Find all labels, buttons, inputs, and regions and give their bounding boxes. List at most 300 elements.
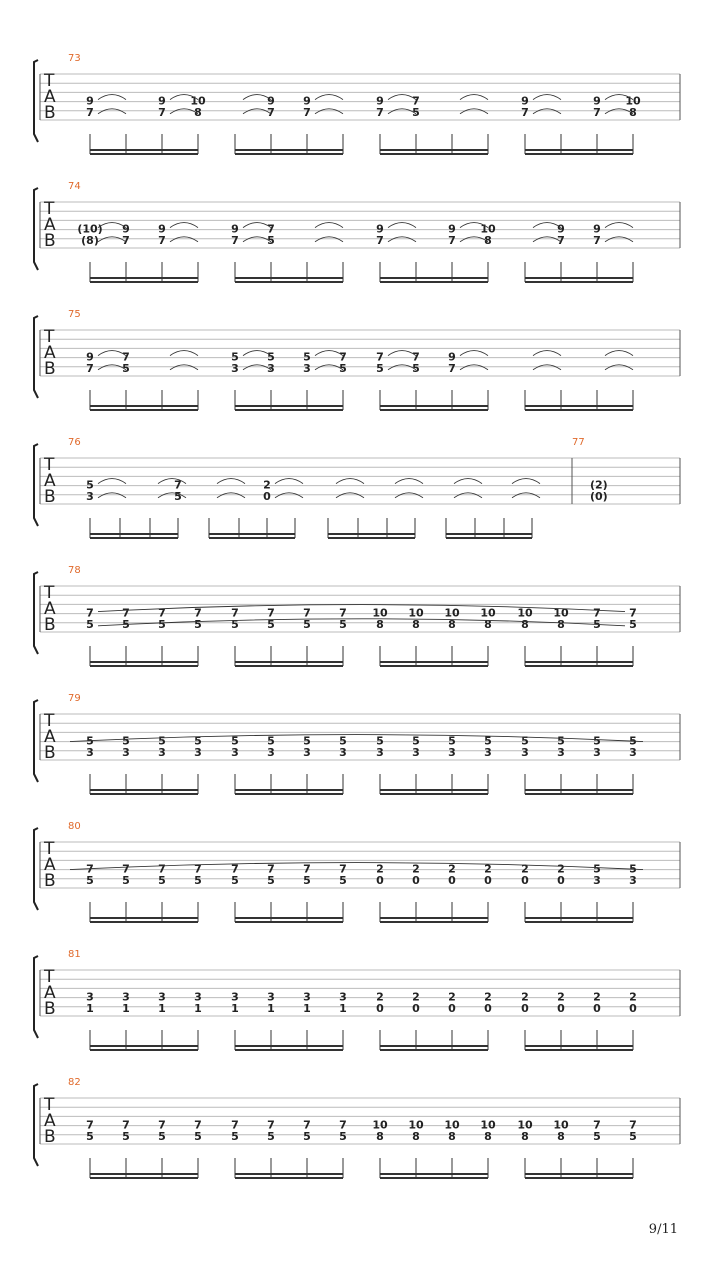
- fret-number: 8: [376, 1129, 384, 1143]
- fret-number: 5: [339, 617, 347, 631]
- fret-number: 7: [521, 105, 529, 119]
- fret-number: 0: [557, 1001, 565, 1015]
- fret-number: 2: [376, 990, 384, 1004]
- fret-number: 8: [629, 105, 637, 119]
- fret-number: (2): [590, 478, 608, 492]
- fret-number: 7: [122, 606, 130, 620]
- fret-number: 7: [267, 105, 275, 119]
- fret-number: 7: [122, 233, 130, 247]
- fret-number: 7: [593, 105, 601, 119]
- tab-letter: T: [44, 1095, 55, 1115]
- fret-number: 7: [629, 1118, 637, 1132]
- measure-number: 74: [68, 181, 81, 192]
- slur: [512, 479, 540, 484]
- tab-system: [34, 309, 680, 410]
- fret-number: 5: [339, 734, 347, 748]
- fret-number: (10): [77, 222, 103, 236]
- fret-number: 5: [267, 1129, 275, 1143]
- fret-number: 3: [158, 990, 166, 1004]
- measure-number: 75: [68, 309, 81, 320]
- fret-number: 5: [303, 734, 311, 748]
- fret-number: 7: [267, 606, 275, 620]
- fret-number: 10: [517, 1118, 533, 1132]
- fret-number: 5: [267, 873, 275, 887]
- slur: [315, 223, 343, 228]
- tab-system: [34, 821, 680, 922]
- fret-number: 0: [521, 1001, 529, 1015]
- fret-number: 7: [593, 606, 601, 620]
- fret-number: 5: [339, 873, 347, 887]
- fret-number: 7: [593, 233, 601, 247]
- fret-number: 7: [158, 606, 166, 620]
- fret-number: 7: [86, 862, 94, 876]
- fret-number: 7: [303, 105, 311, 119]
- tab-letter: T: [44, 455, 55, 475]
- slur: [395, 479, 423, 484]
- fret-number: 3: [629, 745, 637, 759]
- fret-number: 5: [267, 350, 275, 364]
- slur: [388, 223, 416, 228]
- fret-number: 5: [267, 617, 275, 631]
- fret-number: 7: [231, 233, 239, 247]
- tab-letter: B: [44, 1127, 56, 1147]
- tab-letter: A: [44, 87, 56, 107]
- fret-number: 8: [484, 1129, 492, 1143]
- tab-system: [34, 437, 680, 538]
- fret-number: 5: [593, 617, 601, 631]
- fret-number: 2: [448, 862, 456, 876]
- system-bracket: [34, 572, 38, 654]
- fret-number: 5: [174, 489, 182, 503]
- fret-number: 9: [593, 222, 601, 236]
- fret-number: 7: [593, 1118, 601, 1132]
- fret-number: 5: [231, 873, 239, 887]
- fret-number: 8: [194, 105, 202, 119]
- tab-system: [34, 181, 680, 282]
- fret-number: 5: [593, 734, 601, 748]
- fret-number: 5: [122, 617, 130, 631]
- fret-number: 9: [122, 222, 130, 236]
- fret-number: 5: [629, 734, 637, 748]
- fret-number: 7: [194, 862, 202, 876]
- fret-number: 5: [557, 734, 565, 748]
- fret-number: 7: [339, 862, 347, 876]
- fret-number: 7: [158, 862, 166, 876]
- fret-number: 7: [158, 1118, 166, 1132]
- fret-number: 5: [122, 361, 130, 375]
- fret-number: 1: [122, 1001, 130, 1015]
- fret-number: 5: [231, 617, 239, 631]
- fret-number: 7: [448, 233, 456, 247]
- slur: [98, 605, 625, 612]
- fret-number: 5: [303, 350, 311, 364]
- tab-letter: A: [44, 1111, 56, 1131]
- fret-number: 5: [593, 862, 601, 876]
- fret-number: 2: [376, 862, 384, 876]
- fret-number: 0: [484, 873, 492, 887]
- tab-letter: A: [44, 471, 56, 491]
- fret-number: 5: [194, 1129, 202, 1143]
- fret-number: 10: [480, 1118, 496, 1132]
- slur: [336, 479, 364, 484]
- fret-number: 7: [194, 1118, 202, 1132]
- fret-number: 0: [263, 489, 271, 503]
- system-bracket: [34, 316, 38, 398]
- fret-number: 10: [553, 1118, 569, 1132]
- system-bracket: [34, 956, 38, 1038]
- fret-number: 9: [557, 222, 565, 236]
- fret-number: 7: [231, 1118, 239, 1132]
- measure-number: 81: [68, 949, 81, 960]
- system-bracket: [34, 700, 38, 782]
- fret-number: 2: [412, 862, 420, 876]
- tab-letter: A: [44, 215, 56, 235]
- fret-number: 2: [629, 990, 637, 1004]
- slur: [460, 95, 488, 100]
- fret-number: 8: [484, 617, 492, 631]
- tab-system: [34, 949, 680, 1050]
- fret-number: 9: [158, 222, 166, 236]
- fret-number: 7: [158, 105, 166, 119]
- fret-number: 7: [122, 350, 130, 364]
- slur: [605, 223, 633, 228]
- fret-number: 8: [448, 617, 456, 631]
- slur: [533, 95, 561, 100]
- tab-letter: A: [44, 727, 56, 747]
- fret-number: 3: [194, 745, 202, 759]
- fret-number: 1: [158, 1001, 166, 1015]
- fret-number: 1: [86, 1001, 94, 1015]
- tab-system: [34, 693, 680, 794]
- fret-number: 9: [448, 222, 456, 236]
- fret-number: 0: [593, 1001, 601, 1015]
- fret-number: 5: [629, 862, 637, 876]
- measure-number: 82: [68, 1077, 81, 1088]
- fret-number: 7: [376, 105, 384, 119]
- measure-number: 77: [572, 437, 585, 448]
- fret-number: 10: [553, 606, 569, 620]
- fret-number: 5: [376, 361, 384, 375]
- fret-number: 2: [263, 478, 271, 492]
- fret-number: 7: [557, 233, 565, 247]
- fret-number: 9: [86, 350, 94, 364]
- fret-number: (0): [590, 489, 608, 503]
- fret-number: 10: [480, 606, 496, 620]
- fret-number: 5: [303, 617, 311, 631]
- fret-number: 5: [267, 734, 275, 748]
- fret-number: 0: [376, 873, 384, 887]
- measure-number: 76: [68, 437, 81, 448]
- fret-number: 2: [557, 990, 565, 1004]
- tab-letter: A: [44, 983, 56, 1003]
- fret-number: 5: [231, 734, 239, 748]
- fret-number: 8: [521, 1129, 529, 1143]
- system-bracket: [34, 60, 38, 142]
- slur: [170, 223, 198, 228]
- fret-number: 7: [231, 862, 239, 876]
- fret-number: 1: [231, 1001, 239, 1015]
- fret-number: 5: [629, 1129, 637, 1143]
- fret-number: 7: [339, 1118, 347, 1132]
- fret-number: 7: [122, 862, 130, 876]
- fret-number: 7: [174, 478, 182, 492]
- fret-number: 3: [557, 745, 565, 759]
- tab-letter: T: [44, 583, 55, 603]
- fret-number: 3: [521, 745, 529, 759]
- fret-number: 3: [86, 745, 94, 759]
- tab-letter: B: [44, 487, 56, 507]
- fret-number: 2: [412, 990, 420, 1004]
- fret-number: 7: [303, 1118, 311, 1132]
- fret-number: 5: [194, 617, 202, 631]
- fret-number: 3: [231, 990, 239, 1004]
- fret-number: 9: [158, 94, 166, 108]
- measure-number: 79: [68, 693, 81, 704]
- fret-number: 9: [521, 94, 529, 108]
- fret-number: 1: [267, 1001, 275, 1015]
- fret-number: 7: [267, 1118, 275, 1132]
- slur: [98, 95, 126, 100]
- tab-letter: B: [44, 871, 56, 891]
- fret-number: 5: [339, 361, 347, 375]
- fret-number: 0: [412, 1001, 420, 1015]
- slur: [217, 479, 245, 484]
- fret-number: 3: [629, 873, 637, 887]
- fret-number: 3: [194, 990, 202, 1004]
- tab-letter: T: [44, 327, 55, 347]
- fret-number: 7: [412, 94, 420, 108]
- fret-number: 2: [593, 990, 601, 1004]
- fret-number: 3: [448, 745, 456, 759]
- fret-number: 5: [86, 1129, 94, 1143]
- fret-number: 5: [122, 873, 130, 887]
- fret-number: 7: [376, 350, 384, 364]
- fret-number: 5: [303, 873, 311, 887]
- fret-number: 5: [194, 873, 202, 887]
- fret-number: 0: [557, 873, 565, 887]
- fret-number: 5: [158, 873, 166, 887]
- fret-number: 7: [448, 361, 456, 375]
- fret-number: 5: [484, 734, 492, 748]
- tab-letter: B: [44, 103, 56, 123]
- fret-number: 10: [517, 606, 533, 620]
- fret-number: 10: [625, 94, 641, 108]
- fret-number: 8: [448, 1129, 456, 1143]
- tab-letter: T: [44, 711, 55, 731]
- fret-number: 5: [86, 873, 94, 887]
- fret-number: 2: [484, 862, 492, 876]
- fret-number: 0: [412, 873, 420, 887]
- fret-number: 5: [593, 1129, 601, 1143]
- fret-number: 7: [339, 606, 347, 620]
- fret-number: 2: [484, 990, 492, 1004]
- fret-number: 7: [267, 862, 275, 876]
- fret-number: 5: [412, 361, 420, 375]
- fret-number: 0: [521, 873, 529, 887]
- fret-number: 7: [122, 1118, 130, 1132]
- fret-number: 3: [122, 745, 130, 759]
- tab-letter: B: [44, 743, 56, 763]
- fret-number: 10: [190, 94, 206, 108]
- fret-number: 8: [521, 617, 529, 631]
- fret-number: 3: [376, 745, 384, 759]
- fret-number: 3: [339, 990, 347, 1004]
- fret-number: 10: [480, 222, 496, 236]
- measure-number: 78: [68, 565, 81, 576]
- fret-number: 9: [376, 94, 384, 108]
- fret-number: 0: [484, 1001, 492, 1015]
- tab-letter: A: [44, 599, 56, 619]
- fret-number: 7: [376, 233, 384, 247]
- fret-number: 0: [629, 1001, 637, 1015]
- fret-number: 0: [376, 1001, 384, 1015]
- fret-number: 9: [303, 94, 311, 108]
- fret-number: 7: [86, 1118, 94, 1132]
- slur: [275, 479, 303, 484]
- fret-number: 7: [339, 350, 347, 364]
- fret-number: 9: [86, 94, 94, 108]
- fret-number: 10: [372, 606, 388, 620]
- system-bracket: [34, 188, 38, 270]
- fret-number: 5: [158, 734, 166, 748]
- fret-number: 3: [267, 361, 275, 375]
- fret-number: 1: [339, 1001, 347, 1015]
- fret-number: 1: [303, 1001, 311, 1015]
- fret-number: 1: [194, 1001, 202, 1015]
- fret-number: 3: [267, 990, 275, 1004]
- fret-number: 7: [267, 222, 275, 236]
- fret-number: 5: [376, 734, 384, 748]
- fret-number: 5: [448, 734, 456, 748]
- fret-number: 7: [86, 606, 94, 620]
- fret-number: 8: [484, 233, 492, 247]
- fret-number: 3: [339, 745, 347, 759]
- fret-number: 10: [444, 606, 460, 620]
- fret-number: 5: [86, 617, 94, 631]
- fret-number: 3: [593, 873, 601, 887]
- tab-letter: T: [44, 71, 55, 91]
- page-number: 9/11: [648, 1222, 678, 1237]
- fret-number: 3: [484, 745, 492, 759]
- fret-number: 2: [521, 990, 529, 1004]
- fret-number: 10: [408, 606, 424, 620]
- fret-number: 5: [412, 105, 420, 119]
- slur: [460, 351, 488, 356]
- fret-number: 9: [267, 94, 275, 108]
- measure-number: 73: [68, 53, 81, 64]
- fret-number: 2: [521, 862, 529, 876]
- slur: [454, 479, 482, 484]
- fret-number: 5: [194, 734, 202, 748]
- tab-letter: B: [44, 359, 56, 379]
- fret-number: 2: [448, 990, 456, 1004]
- fret-number: 3: [303, 745, 311, 759]
- slur: [98, 479, 126, 484]
- fret-number: 5: [412, 734, 420, 748]
- fret-number: 7: [629, 606, 637, 620]
- slur: [315, 95, 343, 100]
- fret-number: 7: [86, 361, 94, 375]
- fret-number: 7: [303, 862, 311, 876]
- fret-number: 7: [86, 105, 94, 119]
- tab-letter: B: [44, 231, 56, 251]
- tab-letter: B: [44, 615, 56, 635]
- fret-number: 5: [86, 734, 94, 748]
- fret-number: 0: [448, 1001, 456, 1015]
- tab-system: [34, 565, 680, 666]
- fret-number: 3: [593, 745, 601, 759]
- fret-number: 3: [86, 489, 94, 503]
- fret-number: 2: [557, 862, 565, 876]
- fret-number: 10: [372, 1118, 388, 1132]
- fret-number: 8: [557, 1129, 565, 1143]
- slur: [605, 351, 633, 356]
- fret-number: 9: [593, 94, 601, 108]
- slur: [533, 351, 561, 356]
- fret-number: 5: [629, 617, 637, 631]
- tab-letter: T: [44, 839, 55, 859]
- fret-number: 5: [122, 1129, 130, 1143]
- fret-number: 8: [412, 1129, 420, 1143]
- fret-number: 10: [408, 1118, 424, 1132]
- tab-system: [34, 53, 680, 154]
- measure-number: 80: [68, 821, 81, 832]
- fret-number: 5: [231, 350, 239, 364]
- fret-number: 5: [86, 478, 94, 492]
- fret-number: 3: [122, 990, 130, 1004]
- fret-number: 5: [122, 734, 130, 748]
- slur: [170, 351, 198, 356]
- fret-number: 3: [303, 361, 311, 375]
- system-bracket: [34, 1084, 38, 1166]
- fret-number: 3: [267, 745, 275, 759]
- fret-number: 7: [303, 606, 311, 620]
- fret-number: 5: [303, 1129, 311, 1143]
- fret-number: 3: [86, 990, 94, 1004]
- fret-number: 7: [158, 233, 166, 247]
- fret-number: 7: [412, 350, 420, 364]
- tab-system: [34, 1077, 680, 1178]
- fret-number: 10: [444, 1118, 460, 1132]
- fret-number: 5: [521, 734, 529, 748]
- system-bracket: [34, 444, 38, 526]
- tab-letter: A: [44, 343, 56, 363]
- fret-number: 5: [231, 1129, 239, 1143]
- fret-number: 5: [158, 1129, 166, 1143]
- fret-number: 0: [448, 873, 456, 887]
- fret-number: (8): [81, 233, 99, 247]
- fret-number: 3: [158, 745, 166, 759]
- fret-number: 9: [376, 222, 384, 236]
- fret-number: 3: [303, 990, 311, 1004]
- fret-number: 9: [231, 222, 239, 236]
- fret-number: 7: [194, 606, 202, 620]
- fret-number: 5: [158, 617, 166, 631]
- fret-number: 5: [339, 1129, 347, 1143]
- fret-number: 9: [448, 350, 456, 364]
- system-bracket: [34, 828, 38, 910]
- fret-number: 3: [231, 745, 239, 759]
- fret-number: 8: [557, 617, 565, 631]
- tab-letter: T: [44, 967, 55, 987]
- fret-number: 3: [231, 361, 239, 375]
- tab-letter: A: [44, 855, 56, 875]
- tab-letter: T: [44, 199, 55, 219]
- fret-number: 3: [412, 745, 420, 759]
- tab-letter: B: [44, 999, 56, 1019]
- fret-number: 7: [231, 606, 239, 620]
- fret-number: 8: [412, 617, 420, 631]
